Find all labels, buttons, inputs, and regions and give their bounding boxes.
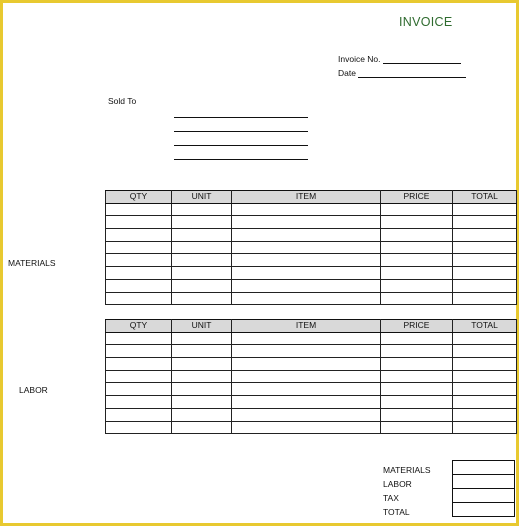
labor-cell-total[interactable] bbox=[453, 332, 517, 345]
totals-cell-tax[interactable] bbox=[453, 489, 515, 503]
materials-row bbox=[106, 254, 517, 267]
materials-cell-qty[interactable] bbox=[106, 216, 172, 229]
materials-cell-total[interactable] bbox=[453, 216, 517, 229]
totals-label-labor: LABOR bbox=[383, 479, 412, 489]
materials-cell-qty[interactable] bbox=[106, 229, 172, 242]
labor-cell-unit[interactable] bbox=[172, 370, 232, 383]
labor-cell-price[interactable] bbox=[381, 332, 453, 345]
materials-table bbox=[105, 190, 517, 305]
labor-col-qty: QTY bbox=[106, 320, 172, 333]
labor-col-item: ITEM bbox=[232, 320, 381, 333]
materials-cell-total[interactable] bbox=[453, 267, 517, 280]
labor-cell-item[interactable] bbox=[232, 396, 381, 409]
materials-cell-qty[interactable] bbox=[106, 254, 172, 267]
materials-row bbox=[106, 216, 517, 229]
labor-cell-price[interactable] bbox=[381, 383, 453, 396]
materials-col-unit: UNIT bbox=[172, 191, 232, 204]
labor-cell-item[interactable] bbox=[232, 421, 381, 434]
materials-cell-price[interactable] bbox=[381, 203, 453, 216]
materials-col-qty: QTY bbox=[106, 191, 172, 204]
labor-cell-total[interactable] bbox=[453, 408, 517, 421]
materials-cell-price[interactable] bbox=[381, 216, 453, 229]
materials-row bbox=[106, 241, 517, 254]
labor-cell-item[interactable] bbox=[232, 383, 381, 396]
labor-row bbox=[106, 370, 517, 383]
materials-cell-unit[interactable] bbox=[172, 279, 232, 292]
labor-row bbox=[106, 408, 517, 421]
labor-cell-total[interactable] bbox=[453, 370, 517, 383]
totals-cell-materials[interactable] bbox=[453, 461, 515, 475]
labor-col-total: TOTAL bbox=[453, 320, 517, 333]
labor-cell-item[interactable] bbox=[232, 370, 381, 383]
materials-cell-qty[interactable] bbox=[106, 292, 172, 305]
labor-cell-item[interactable] bbox=[232, 358, 381, 371]
materials-cell-unit[interactable] bbox=[172, 254, 232, 267]
labor-col-unit: UNIT bbox=[172, 320, 232, 333]
materials-cell-qty[interactable] bbox=[106, 267, 172, 280]
labor-row bbox=[106, 358, 517, 371]
labor-row bbox=[106, 332, 517, 345]
materials-cell-qty[interactable] bbox=[106, 279, 172, 292]
materials-cell-qty[interactable] bbox=[106, 203, 172, 216]
labor-cell-unit[interactable] bbox=[172, 421, 232, 434]
sold-to-label: Sold To bbox=[108, 96, 137, 106]
labor-cell-qty[interactable] bbox=[106, 408, 172, 421]
totals-cell-labor[interactable] bbox=[453, 475, 515, 489]
totals-label-materials: MATERIALS bbox=[383, 465, 431, 475]
materials-cell-total[interactable] bbox=[453, 292, 517, 305]
materials-cell-price[interactable] bbox=[381, 292, 453, 305]
materials-row bbox=[106, 292, 517, 305]
labor-cell-unit[interactable] bbox=[172, 383, 232, 396]
sold-to-line-2[interactable] bbox=[174, 131, 308, 132]
totals-label-tax: TAX bbox=[383, 493, 399, 503]
materials-cell-unit[interactable] bbox=[172, 229, 232, 242]
materials-row bbox=[106, 203, 517, 216]
labor-cell-qty[interactable] bbox=[106, 370, 172, 383]
labor-cell-price[interactable] bbox=[381, 396, 453, 409]
sold-to-line-4[interactable] bbox=[174, 159, 308, 160]
labor-cell-item[interactable] bbox=[232, 332, 381, 345]
materials-cell-price[interactable] bbox=[381, 254, 453, 267]
invoice-number-input-line[interactable] bbox=[383, 55, 461, 64]
labor-cell-price[interactable] bbox=[381, 370, 453, 383]
totals-label-total: TOTAL bbox=[383, 507, 410, 517]
materials-side-label: MATERIALS bbox=[8, 258, 56, 268]
labor-cell-unit[interactable] bbox=[172, 408, 232, 421]
materials-cell-item[interactable] bbox=[232, 254, 381, 267]
sold-to-line-1[interactable] bbox=[174, 117, 308, 118]
materials-cell-total[interactable] bbox=[453, 203, 517, 216]
labor-cell-price[interactable] bbox=[381, 358, 453, 371]
labor-cell-item[interactable] bbox=[232, 408, 381, 421]
materials-cell-item[interactable] bbox=[232, 216, 381, 229]
materials-cell-unit[interactable] bbox=[172, 203, 232, 216]
labor-cell-total[interactable] bbox=[453, 383, 517, 396]
materials-cell-item[interactable] bbox=[232, 292, 381, 305]
labor-cell-qty[interactable] bbox=[106, 396, 172, 409]
materials-col-total: TOTAL bbox=[453, 191, 517, 204]
labor-side-label: LABOR bbox=[19, 385, 48, 395]
labor-cell-qty[interactable] bbox=[106, 358, 172, 371]
labor-cell-qty[interactable] bbox=[106, 345, 172, 358]
date-input-line[interactable] bbox=[358, 69, 466, 78]
materials-cell-unit[interactable] bbox=[172, 292, 232, 305]
totals-cell-total[interactable] bbox=[453, 503, 515, 517]
materials-cell-total[interactable] bbox=[453, 254, 517, 267]
materials-cell-total[interactable] bbox=[453, 241, 517, 254]
materials-cell-price[interactable] bbox=[381, 229, 453, 242]
labor-cell-unit[interactable] bbox=[172, 396, 232, 409]
invoice-number-field bbox=[338, 54, 461, 64]
labor-header-row bbox=[106, 320, 517, 333]
labor-cell-unit[interactable] bbox=[172, 358, 232, 371]
materials-cell-price[interactable] bbox=[381, 279, 453, 292]
labor-cell-qty[interactable] bbox=[106, 421, 172, 434]
labor-table bbox=[105, 319, 517, 434]
materials-cell-item[interactable] bbox=[232, 241, 381, 254]
materials-col-price: PRICE bbox=[381, 191, 453, 204]
materials-cell-total[interactable] bbox=[453, 229, 517, 242]
labor-cell-total[interactable] bbox=[453, 421, 517, 434]
materials-row bbox=[106, 279, 517, 292]
materials-cell-total[interactable] bbox=[453, 279, 517, 292]
labor-cell-price[interactable] bbox=[381, 345, 453, 358]
materials-cell-unit[interactable] bbox=[172, 267, 232, 280]
materials-cell-item[interactable] bbox=[232, 203, 381, 216]
materials-col-item: ITEM bbox=[232, 191, 381, 204]
materials-cell-unit[interactable] bbox=[172, 216, 232, 229]
labor-cell-item[interactable] bbox=[232, 345, 381, 358]
materials-cell-qty[interactable] bbox=[106, 241, 172, 254]
labor-cell-unit[interactable] bbox=[172, 345, 232, 358]
labor-cell-total[interactable] bbox=[453, 358, 517, 371]
invoice-number-label: Invoice No. bbox=[338, 54, 381, 64]
labor-cell-qty[interactable] bbox=[106, 332, 172, 345]
labor-row bbox=[106, 345, 517, 358]
labor-cell-unit[interactable] bbox=[172, 332, 232, 345]
labor-cell-total[interactable] bbox=[453, 396, 517, 409]
materials-cell-price[interactable] bbox=[381, 267, 453, 280]
invoice-title: INVOICE bbox=[399, 15, 453, 29]
labor-row bbox=[106, 383, 517, 396]
date-label: Date bbox=[338, 68, 356, 78]
labor-col-price: PRICE bbox=[381, 320, 453, 333]
totals-labels bbox=[383, 463, 431, 519]
labor-cell-qty[interactable] bbox=[106, 383, 172, 396]
labor-row bbox=[106, 396, 517, 409]
totals-box bbox=[452, 460, 515, 517]
materials-cell-price[interactable] bbox=[381, 241, 453, 254]
labor-cell-price[interactable] bbox=[381, 408, 453, 421]
labor-row bbox=[106, 421, 517, 434]
materials-cell-item[interactable] bbox=[232, 229, 381, 242]
labor-cell-price[interactable] bbox=[381, 421, 453, 434]
materials-row bbox=[106, 229, 517, 242]
materials-cell-item[interactable] bbox=[232, 267, 381, 280]
materials-header-row bbox=[106, 191, 517, 204]
materials-cell-item[interactable] bbox=[232, 279, 381, 292]
materials-row bbox=[106, 267, 517, 280]
sold-to-line-3[interactable] bbox=[174, 145, 308, 146]
date-field bbox=[338, 68, 466, 78]
labor-cell-total[interactable] bbox=[453, 345, 517, 358]
materials-cell-unit[interactable] bbox=[172, 241, 232, 254]
